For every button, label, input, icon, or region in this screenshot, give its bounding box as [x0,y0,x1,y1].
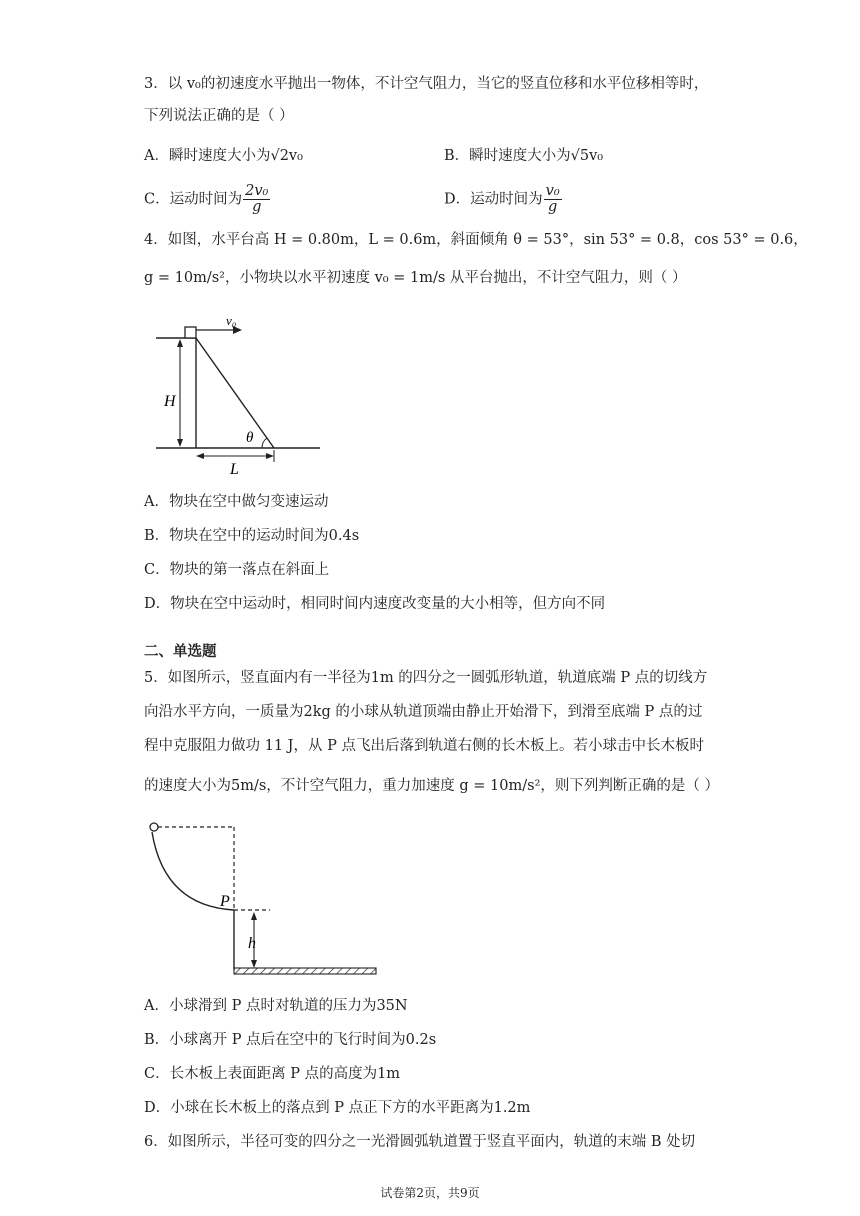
q3-option-c [144,184,271,215]
q3-option-c-prefix: C．运动时间为 [144,191,243,208]
q5-stem-line3: 程中克服阻力做功 11 J，从 P 点飞出后落到轨道右侧的长木板上。若小球击中长木板时 [144,738,704,754]
q5-option-a: A．小球滑到 P 点时对轨道的压力为35N [144,998,408,1014]
fig-h-label: h [248,935,256,952]
q3-option-b: B．瞬时速度大小为√5v₀ [444,148,604,164]
q5-stem-line2: 向沿水平方向，一质量为2kg 的小球从轨道顶端由静止开始滑下，到滑至底端 P 点的过 [144,704,703,720]
page-footer: 试卷第2页，共9页 [380,1186,480,1200]
long-board [234,968,376,974]
q5-option-d: D．小球在长木板上的落点到 P 点正下方的水平距离为1.2m [144,1100,531,1116]
h-arrow-top [177,339,183,347]
section-title: 二、单选题 [144,644,217,660]
q4-option-b: B．物块在空中的运动时间为0.4s [144,528,360,544]
q3-stem-line1: 3．以 v₀的初速度水平抛出一物体，不计空气阻力，当它的竖直位移和水平位移相等时， [144,76,709,92]
q3-option-d-numerator: v₀ [545,183,560,199]
q4-option-c: C．物块的第一落点在斜面上 [144,562,330,578]
q3-option-d-denominator: g [547,199,558,215]
q3-option-c-numerator: 2v₀ [245,183,269,199]
q4-stem-line1: 4．如图，水平台高 H = 0.80m，L = 0.6m，斜面倾角 θ = 53°，sin 53° = 0.8，cos 53° = 0.6， [144,232,808,248]
q3-option-d [444,184,563,215]
l-arrow-left [196,453,204,459]
fig-theta-label: θ [246,430,254,446]
q3-stem-line2: 下列说法正确的是（ ） [144,108,294,124]
h-arrow-top [251,912,257,920]
q4-option-a: A．物块在空中做匀变速运动 [144,494,329,510]
theta-arc [262,438,267,448]
q5-option-c: C．长木板上表面距离 P 点的高度为1m [144,1066,401,1082]
h-arrow-bottom [177,439,183,447]
incline [196,338,274,448]
q5-stem-line1: 5．如图所示，竖直面内有一半径为1m 的四分之一圆弧形轨道，轨道底端 P 点的切线方 [144,670,708,686]
fig-l-label: L [230,461,239,478]
q5-stem-line4: 的速度大小为5m/s，不计空气阻力，重力加速度 g = 10m/s²，则下列判断正确的是（ ） [144,778,720,794]
q3-option-c-fraction [243,184,270,215]
fig-h-label: H [164,393,176,410]
l-arrow-right [266,453,274,459]
q3-option-d-prefix: D．运动时间为 [444,191,543,208]
q4-figure [150,308,330,478]
q6-stem-line1: 6．如图所示，半径可变的四分之一光滑圆弧轨道置于竖直平面内，轨道的末端 B 处切 [144,1134,696,1150]
q3-option-a: A．瞬时速度大小为√2v₀ [144,148,303,164]
fig-v0-label: v₀ [226,313,237,328]
block [185,327,196,338]
ball [150,823,158,831]
fig-p-label: P [220,893,230,910]
q3-option-c-denominator: g [252,199,262,215]
q5-figure [144,818,384,980]
q4-stem-line2: g = 10m/s²，小物块以水平初速度 v₀ = 1m/s 从平台抛出，不计空气阻力，则（ ） [144,270,687,286]
q4-option-d: D．物块在空中运动时，相同时间内速度改变量的大小相等，但方向不同 [144,596,606,612]
q5-option-b: B．小球离开 P 点后在空中的飞行时间为0.2s [144,1032,437,1048]
h-arrow-bottom [251,960,257,968]
q3-option-d-fraction [544,184,562,215]
